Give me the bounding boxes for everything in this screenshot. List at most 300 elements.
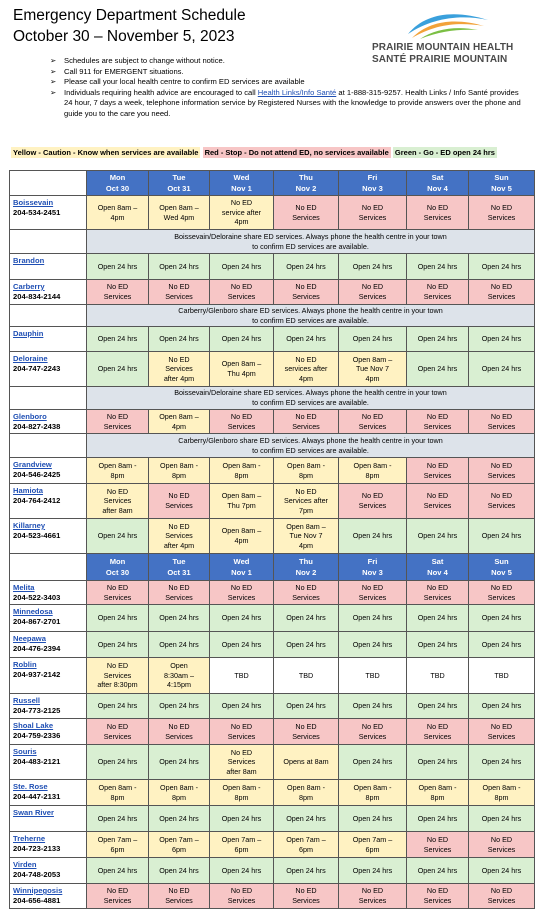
- shared-services-note-row: [10, 305, 535, 327]
- schedule-cell: Open 7am – 6pm: [210, 832, 274, 858]
- schedule-cell: Open 24 hrs: [339, 806, 407, 832]
- schedule-cell: Open 24 hrs: [149, 858, 210, 884]
- site-cell: [10, 719, 87, 745]
- site-cell: [10, 884, 87, 909]
- schedule-cell: No ED Services: [149, 884, 210, 909]
- site-phone: 204-834-2144: [13, 292, 61, 301]
- schedule-cell: Open 24 hrs: [274, 806, 339, 832]
- site-row: [10, 832, 535, 858]
- schedule-cell: Open 24 hrs: [210, 605, 274, 632]
- site-cell: [10, 458, 87, 484]
- site-name-link[interactable]: Virden: [13, 860, 37, 869]
- schedule-cell: Open 24 hrs: [407, 327, 469, 352]
- schedule-cell: Open 24 hrs: [87, 745, 149, 780]
- schedule-cell: Open 24 hrs: [87, 694, 149, 719]
- site-cell: [10, 605, 87, 632]
- site-cell: [10, 280, 87, 305]
- day-name: Fri: [367, 557, 378, 566]
- schedule-cell: No ED Services: [87, 581, 149, 605]
- site-phone: 204-773-2125: [13, 706, 61, 715]
- site-row: [10, 410, 535, 434]
- day-name: Wed: [233, 557, 250, 566]
- site-name-link[interactable]: Carberry: [13, 282, 45, 291]
- arrow-bullet-icon: ➢: [50, 77, 57, 87]
- schedule-table: [9, 170, 535, 909]
- site-name-link[interactable]: Neepawa: [13, 634, 46, 643]
- site-row: [10, 581, 535, 605]
- schedule-cell: No ED Services after 4pm: [149, 519, 210, 554]
- day-header: [87, 554, 149, 581]
- shared-services-note-row: [10, 434, 535, 458]
- site-name-link[interactable]: Treherne: [13, 834, 46, 843]
- schedule-cell: Open 24 hrs: [339, 745, 407, 780]
- site-phone: 204-656-4881: [13, 896, 61, 905]
- day-date: Oct 31: [167, 568, 191, 577]
- schedule-cell: No ED Services: [339, 410, 407, 434]
- schedule-cell: Open 24 hrs: [407, 632, 469, 658]
- site-row: [10, 806, 535, 832]
- schedule-cell: Open 24 hrs: [87, 632, 149, 658]
- day-name: Thu: [299, 557, 313, 566]
- day-header: [274, 171, 339, 196]
- day-header: [339, 554, 407, 581]
- schedule-cell: Open 24 hrs: [274, 327, 339, 352]
- notice-text: at 1-888-315-9257. Health Links / Info Santé provides 24 hour, 7 days a week, telephone information service by Registered Nurses with the knowledge to provide answers over the phone and guide you to the care you need.: [64, 87, 521, 118]
- schedule-cell: Open 8:30am – 4:15pm: [149, 658, 210, 694]
- schedule-cell: Open 24 hrs: [407, 519, 469, 554]
- schedule-cell: Open 24 hrs: [274, 254, 339, 280]
- schedule-cell: No ED Services: [339, 581, 407, 605]
- day-name: Fri: [367, 173, 378, 182]
- day-header-row: [10, 554, 535, 581]
- schedule-cell: No ED Services: [339, 484, 407, 519]
- schedule-cell: Open 7am – 6pm: [87, 832, 149, 858]
- schedule-cell: No ED Services: [469, 581, 535, 605]
- site-cell: [10, 410, 87, 434]
- schedule-cell: No ED Services: [407, 581, 469, 605]
- arrow-bullet-icon: ➢: [50, 56, 57, 65]
- site-phone: 204-546-2425: [13, 470, 61, 479]
- notice-item: [50, 88, 528, 120]
- day-date: Nov 5: [491, 184, 512, 193]
- site-name-link[interactable]: Hamiota: [13, 486, 43, 495]
- schedule-cell: No ED Services: [407, 484, 469, 519]
- schedule-cell: Open 8am - 8pm: [210, 458, 274, 484]
- site-phone: 204-867-2701: [13, 617, 61, 626]
- page-title: [13, 5, 246, 47]
- schedule-cell: No ED Services: [87, 410, 149, 434]
- schedule-cell: Open 24 hrs: [87, 605, 149, 632]
- notice-text: Call 911 for EMERGENT situations.: [64, 66, 184, 76]
- site-name-link[interactable]: Deloraine: [13, 354, 48, 363]
- notice-text: Schedules are subject to change without notice.: [64, 56, 225, 65]
- schedule-cell: Open 24 hrs: [274, 632, 339, 658]
- schedule-cell: No ED Services: [274, 410, 339, 434]
- shared-services-note: Boissevain/Deloraine share ED services. Always phone the health centre in your town to confirm ED services are available.: [87, 387, 535, 410]
- schedule-cell: Open 8am – 4pm: [210, 519, 274, 554]
- site-phone: 204-483-2121: [13, 757, 61, 766]
- schedule-cell: Open 24 hrs: [149, 745, 210, 780]
- schedule-cell: Open 24 hrs: [87, 327, 149, 352]
- schedule-cell: Open 24 hrs: [407, 352, 469, 387]
- schedule-cell: No ED Services: [210, 280, 274, 305]
- day-header: [469, 554, 535, 581]
- notice-item: [50, 56, 528, 67]
- header-blank-cell: [10, 171, 87, 196]
- site-name-link[interactable]: Dauphin: [13, 329, 44, 338]
- title-line-1: Emergency Department Schedule: [13, 7, 246, 24]
- site-cell: [10, 806, 87, 832]
- site-name-link[interactable]: Roblin: [13, 660, 37, 669]
- schedule-cell: Open 7am – 6pm: [149, 832, 210, 858]
- site-name-link[interactable]: Minnedosa: [13, 607, 53, 616]
- schedule-cell: Open 24 hrs: [469, 632, 535, 658]
- day-header: [407, 554, 469, 581]
- site-cell: [10, 745, 87, 780]
- site-name-link[interactable]: Killarney: [13, 521, 46, 530]
- schedule-cell: Open 24 hrs: [469, 605, 535, 632]
- schedule-cell: Open 24 hrs: [149, 327, 210, 352]
- schedule-cell: Open 7am – 6pm: [274, 832, 339, 858]
- schedule-cell: Open 24 hrs: [149, 806, 210, 832]
- schedule-cell: Open 8am - 8pm: [87, 780, 149, 806]
- site-cell: [10, 632, 87, 658]
- day-header-row: [10, 171, 535, 196]
- day-name: Tue: [172, 173, 186, 182]
- schedule-cell: No ED Services: [407, 280, 469, 305]
- schedule-cell: Open 8am – 4pm: [149, 410, 210, 434]
- day-date: Nov 2: [295, 184, 317, 193]
- site-phone: 204-827-2438: [13, 422, 61, 431]
- site-phone: 204-476-2394: [13, 644, 61, 653]
- schedule-cell: No ED Services: [407, 832, 469, 858]
- schedule-cell: No ED Services: [407, 884, 469, 909]
- schedule-cell: TBD: [274, 658, 339, 694]
- schedule-cell: No ED Services: [339, 719, 407, 745]
- schedule-cell: Open 8am - 8pm: [339, 458, 407, 484]
- day-date: Nov 5: [491, 568, 512, 577]
- schedule-cell: Open 8am - 8pm: [339, 780, 407, 806]
- schedule-cell: Open 8am – Tue Nov 7 4pm: [274, 519, 339, 554]
- day-name: Tue: [172, 557, 186, 566]
- site-row: [10, 280, 535, 305]
- schedule-cell: TBD: [407, 658, 469, 694]
- day-name: Sun: [494, 173, 509, 182]
- schedule-cell: No ED Services: [149, 280, 210, 305]
- site-phone: 204-747-2243: [13, 364, 61, 373]
- site-row: [10, 327, 535, 352]
- schedule-cell: Open 24 hrs: [339, 327, 407, 352]
- site-name-link[interactable]: Brandon: [13, 256, 45, 265]
- schedule-cell: Open 24 hrs: [469, 327, 535, 352]
- schedule-cell: Open 8am - 8pm: [274, 780, 339, 806]
- schedule-cell: Open 8am - 8pm: [149, 780, 210, 806]
- schedule-cell: No ED service after 4pm: [210, 196, 274, 230]
- day-date: Nov 1: [231, 568, 252, 577]
- schedule-cell: No ED Services after 7pm: [274, 484, 339, 519]
- schedule-cell: No ED Services after 8am: [87, 484, 149, 519]
- note-spacer: [10, 387, 87, 410]
- schedule-cell: No ED Services: [407, 196, 469, 230]
- arrow-bullet-icon: ➢: [50, 87, 57, 97]
- site-row: [10, 858, 535, 884]
- schedule-cell: Open 24 hrs: [87, 254, 149, 280]
- notice-item: [50, 67, 528, 78]
- notice-item: [50, 77, 528, 88]
- site-cell: [10, 780, 87, 806]
- site-cell: [10, 581, 87, 605]
- schedule-cell: No ED Services: [274, 719, 339, 745]
- schedule-cell: No ED Services: [469, 280, 535, 305]
- site-row: [10, 519, 535, 554]
- site-row: [10, 484, 535, 519]
- site-name-link[interactable]: Melita: [13, 583, 35, 592]
- notice-list: [50, 56, 528, 120]
- schedule-cell: Open 24 hrs: [274, 605, 339, 632]
- site-row: [10, 694, 535, 719]
- schedule-cell: No ED Services: [469, 458, 535, 484]
- schedule-cell: Open 8am – Wed 4pm: [149, 196, 210, 230]
- schedule-cell: No ED Services: [149, 581, 210, 605]
- site-cell: [10, 196, 87, 230]
- schedule-cell: No ED Services: [469, 884, 535, 909]
- day-name: Wed: [233, 173, 250, 182]
- legend-green: Green - Go - ED open 24 hrs: [394, 148, 495, 157]
- note-spacer: [10, 434, 87, 458]
- schedule-cell: Open 24 hrs: [210, 254, 274, 280]
- day-date: Nov 3: [362, 184, 383, 193]
- schedule-cell: Open 24 hrs: [339, 694, 407, 719]
- schedule-cell: Open 8am – Thu 7pm: [210, 484, 274, 519]
- title-line-2: October 30 – November 5, 2023: [13, 28, 235, 45]
- schedule-cell: Open 24 hrs: [210, 858, 274, 884]
- schedule-cell: TBD: [469, 658, 535, 694]
- site-row: [10, 780, 535, 806]
- note-spacer: [10, 230, 87, 254]
- day-header: [469, 171, 535, 196]
- schedule-cell: No ED Services: [87, 280, 149, 305]
- schedule-cell: TBD: [339, 658, 407, 694]
- schedule-cell: No ED services after 4pm: [274, 352, 339, 387]
- day-name: Mon: [109, 173, 126, 182]
- day-date: Oct 30: [105, 568, 130, 577]
- schedule-cell: No ED Services: [339, 196, 407, 230]
- schedule-cell: No ED Services: [210, 410, 274, 434]
- notice-text: Please call your local health centre to confirm ED services are available: [64, 77, 305, 87]
- schedule-cell: Open 24 hrs: [469, 519, 535, 554]
- schedule-cell: No ED Services: [469, 719, 535, 745]
- schedule-cell: No ED Services: [339, 884, 407, 909]
- day-header: [407, 171, 469, 196]
- site-phone: 204-523-4661: [13, 531, 61, 540]
- site-cell: [10, 694, 87, 719]
- shared-services-note: Boissevain/Deloraine share ED services. Always phone the health centre in your town to confirm ED services are available.: [87, 230, 535, 254]
- schedule-cell: No ED Services: [407, 458, 469, 484]
- day-date: Nov 4: [427, 184, 448, 193]
- schedule-cell: Open 24 hrs: [274, 858, 339, 884]
- site-row: [10, 254, 535, 280]
- site-cell: [10, 327, 87, 352]
- legend-red: Red - Stop - Do not attend ED, no services available: [204, 148, 389, 157]
- day-date: Nov 1: [231, 184, 252, 193]
- schedule-cell: Open 24 hrs: [407, 605, 469, 632]
- site-phone: 204-723-2133: [13, 844, 61, 853]
- site-cell: [10, 832, 87, 858]
- site-row: [10, 719, 535, 745]
- schedule-cell: No ED Services: [210, 581, 274, 605]
- day-header: [274, 554, 339, 581]
- schedule-cell: Open 24 hrs: [407, 858, 469, 884]
- schedule-cell: Open 24 hrs: [210, 632, 274, 658]
- schedule-cell: No ED Services: [469, 196, 535, 230]
- schedule-cell: No ED Services: [149, 484, 210, 519]
- day-date: Nov 4: [427, 568, 448, 577]
- site-cell: [10, 858, 87, 884]
- header-blank-cell: [10, 554, 87, 581]
- schedule-cell: Open 24 hrs: [210, 327, 274, 352]
- site-row: [10, 352, 535, 387]
- site-row: [10, 745, 535, 780]
- site-name-link[interactable]: Winnipegosis: [13, 886, 63, 895]
- day-date: Oct 31: [167, 184, 191, 193]
- day-header: [210, 554, 274, 581]
- schedule-cell: Open 24 hrs: [407, 806, 469, 832]
- shared-services-note-row: [10, 387, 535, 410]
- logo-text-french: SANTÉ PRAIRIE MOUNTAIN: [372, 54, 508, 65]
- schedule-cell: Open 24 hrs: [339, 519, 407, 554]
- schedule-cell: No ED Services: [469, 484, 535, 519]
- day-name: Mon: [109, 557, 126, 566]
- site-cell: [10, 519, 87, 554]
- site-phone: 204-764-2412: [13, 496, 61, 505]
- site-phone: 204-937-2142: [13, 670, 61, 679]
- shared-services-note: Carberry/Glenboro share ED services. Always phone the health centre in your town to confirm ED services are available.: [87, 305, 535, 327]
- shared-services-note-row: [10, 230, 535, 254]
- site-cell: [10, 484, 87, 519]
- site-name-link[interactable]: Russell: [13, 696, 41, 705]
- schedule-cell: TBD: [210, 658, 274, 694]
- day-header: [149, 171, 210, 196]
- schedule-cell: Open 24 hrs: [149, 605, 210, 632]
- schedule-cell: Open 24 hrs: [407, 254, 469, 280]
- site-name-link[interactable]: Souris: [13, 747, 37, 756]
- site-phone: 204-522-3403: [13, 593, 61, 602]
- logo-swoosh-icon: [406, 8, 490, 40]
- schedule-cell: Open 24 hrs: [274, 694, 339, 719]
- schedule-cell: Open 24 hrs: [87, 806, 149, 832]
- schedule-cell: Open 8am - 8pm: [274, 458, 339, 484]
- schedule-cell: No ED Services: [210, 719, 274, 745]
- site-name-link[interactable]: Ste. Rose: [13, 782, 48, 791]
- schedule-cell: Open 8am - 8pm: [87, 458, 149, 484]
- schedule-cell: Open 24 hrs: [469, 352, 535, 387]
- schedule-cell: Open 24 hrs: [149, 632, 210, 658]
- day-name: Sun: [494, 557, 509, 566]
- schedule-cell: Open 8am - 8pm: [210, 780, 274, 806]
- site-row: [10, 884, 535, 909]
- note-spacer: [10, 305, 87, 327]
- site-cell: [10, 254, 87, 280]
- notice-text: Individuals requiring health advice are encouraged to call: [64, 87, 258, 97]
- schedule-cell: Open 24 hrs: [339, 632, 407, 658]
- day-date: Nov 2: [295, 568, 317, 577]
- site-name-link[interactable]: Grandview: [13, 460, 52, 469]
- site-name-link[interactable]: Glenboro: [13, 412, 47, 421]
- site-cell: [10, 352, 87, 387]
- day-header: [339, 171, 407, 196]
- logo-text-english: PRAIRIE MOUNTAIN HEALTH: [372, 42, 514, 53]
- site-row: [10, 458, 535, 484]
- site-name-link[interactable]: Shoal Lake: [13, 721, 54, 730]
- site-phone: 204-759-2336: [13, 731, 61, 740]
- schedule-cell: Open 24 hrs: [469, 745, 535, 780]
- site-name-link[interactable]: Swan River: [13, 808, 54, 817]
- schedule-cell: Open 8am – Thu 4pm: [210, 352, 274, 387]
- schedule-cell: No ED Services: [274, 581, 339, 605]
- schedule-cell: Open 24 hrs: [210, 806, 274, 832]
- schedule-cell: Open 7am – 6pm: [339, 832, 407, 858]
- arrow-bullet-icon: ➢: [50, 66, 57, 76]
- schedule-cell: Opens at 8am: [274, 745, 339, 780]
- schedule-cell: Open 8am - 8pm: [469, 780, 535, 806]
- schedule-cell: No ED Services: [87, 884, 149, 909]
- schedule-cell: Open 8am - 8pm: [407, 780, 469, 806]
- schedule-cell: No ED Services: [210, 884, 274, 909]
- day-header: [87, 171, 149, 196]
- color-legend: [11, 148, 497, 158]
- schedule-cell: No ED Services: [149, 719, 210, 745]
- schedule-cell: No ED Services after 8:30pm: [87, 658, 149, 694]
- site-row: [10, 196, 535, 230]
- schedule-cell: Open 24 hrs: [87, 858, 149, 884]
- day-name: Sat: [431, 173, 444, 182]
- schedule-cell: No ED Services: [339, 280, 407, 305]
- day-name: Sat: [431, 557, 444, 566]
- schedule-cell: Open 8am - 8pm: [149, 458, 210, 484]
- schedule-cell: Open 24 hrs: [469, 806, 535, 832]
- shared-services-note: Carberry/Glenboro share ED services. Always phone the health centre in your town to confirm ED services are available.: [87, 434, 535, 458]
- site-row: [10, 632, 535, 658]
- schedule-cell: Open 24 hrs: [407, 694, 469, 719]
- schedule-cell: Open 24 hrs: [469, 858, 535, 884]
- schedule-cell: No ED Services: [407, 719, 469, 745]
- schedule-cell: Open 24 hrs: [149, 694, 210, 719]
- site-phone: 204-447-2131: [13, 792, 61, 801]
- health-links-link[interactable]: Health Links/Info Santé: [257, 87, 337, 97]
- schedule-cell: Open 24 hrs: [469, 694, 535, 719]
- schedule-cell: No ED Services: [274, 884, 339, 909]
- site-row: [10, 605, 535, 632]
- schedule-cell: No ED Services: [407, 410, 469, 434]
- day-header: [210, 171, 274, 196]
- schedule-cell: Open 8am – Tue Nov 7 4pm: [339, 352, 407, 387]
- schedule-cell: Open 24 hrs: [149, 254, 210, 280]
- schedule-cell: Open 8am – 4pm: [87, 196, 149, 230]
- schedule-cell: No ED Services: [274, 280, 339, 305]
- day-header: [149, 554, 210, 581]
- schedule-cell: No ED Services: [274, 196, 339, 230]
- legend-yellow: Yellow - Caution - Know when services are available: [13, 148, 199, 157]
- schedule-cell: Open 24 hrs: [339, 254, 407, 280]
- schedule-cell: Open 24 hrs: [469, 254, 535, 280]
- site-name-link[interactable]: Boissevain: [13, 198, 54, 207]
- site-phone: 204-748-2053: [13, 870, 61, 879]
- schedule-cell: Open 24 hrs: [339, 605, 407, 632]
- schedule-cell: Open 24 hrs: [407, 745, 469, 780]
- schedule-cell: No ED Services after 4pm: [149, 352, 210, 387]
- day-date: Oct 30: [105, 184, 130, 193]
- schedule-cell: No ED Services: [469, 832, 535, 858]
